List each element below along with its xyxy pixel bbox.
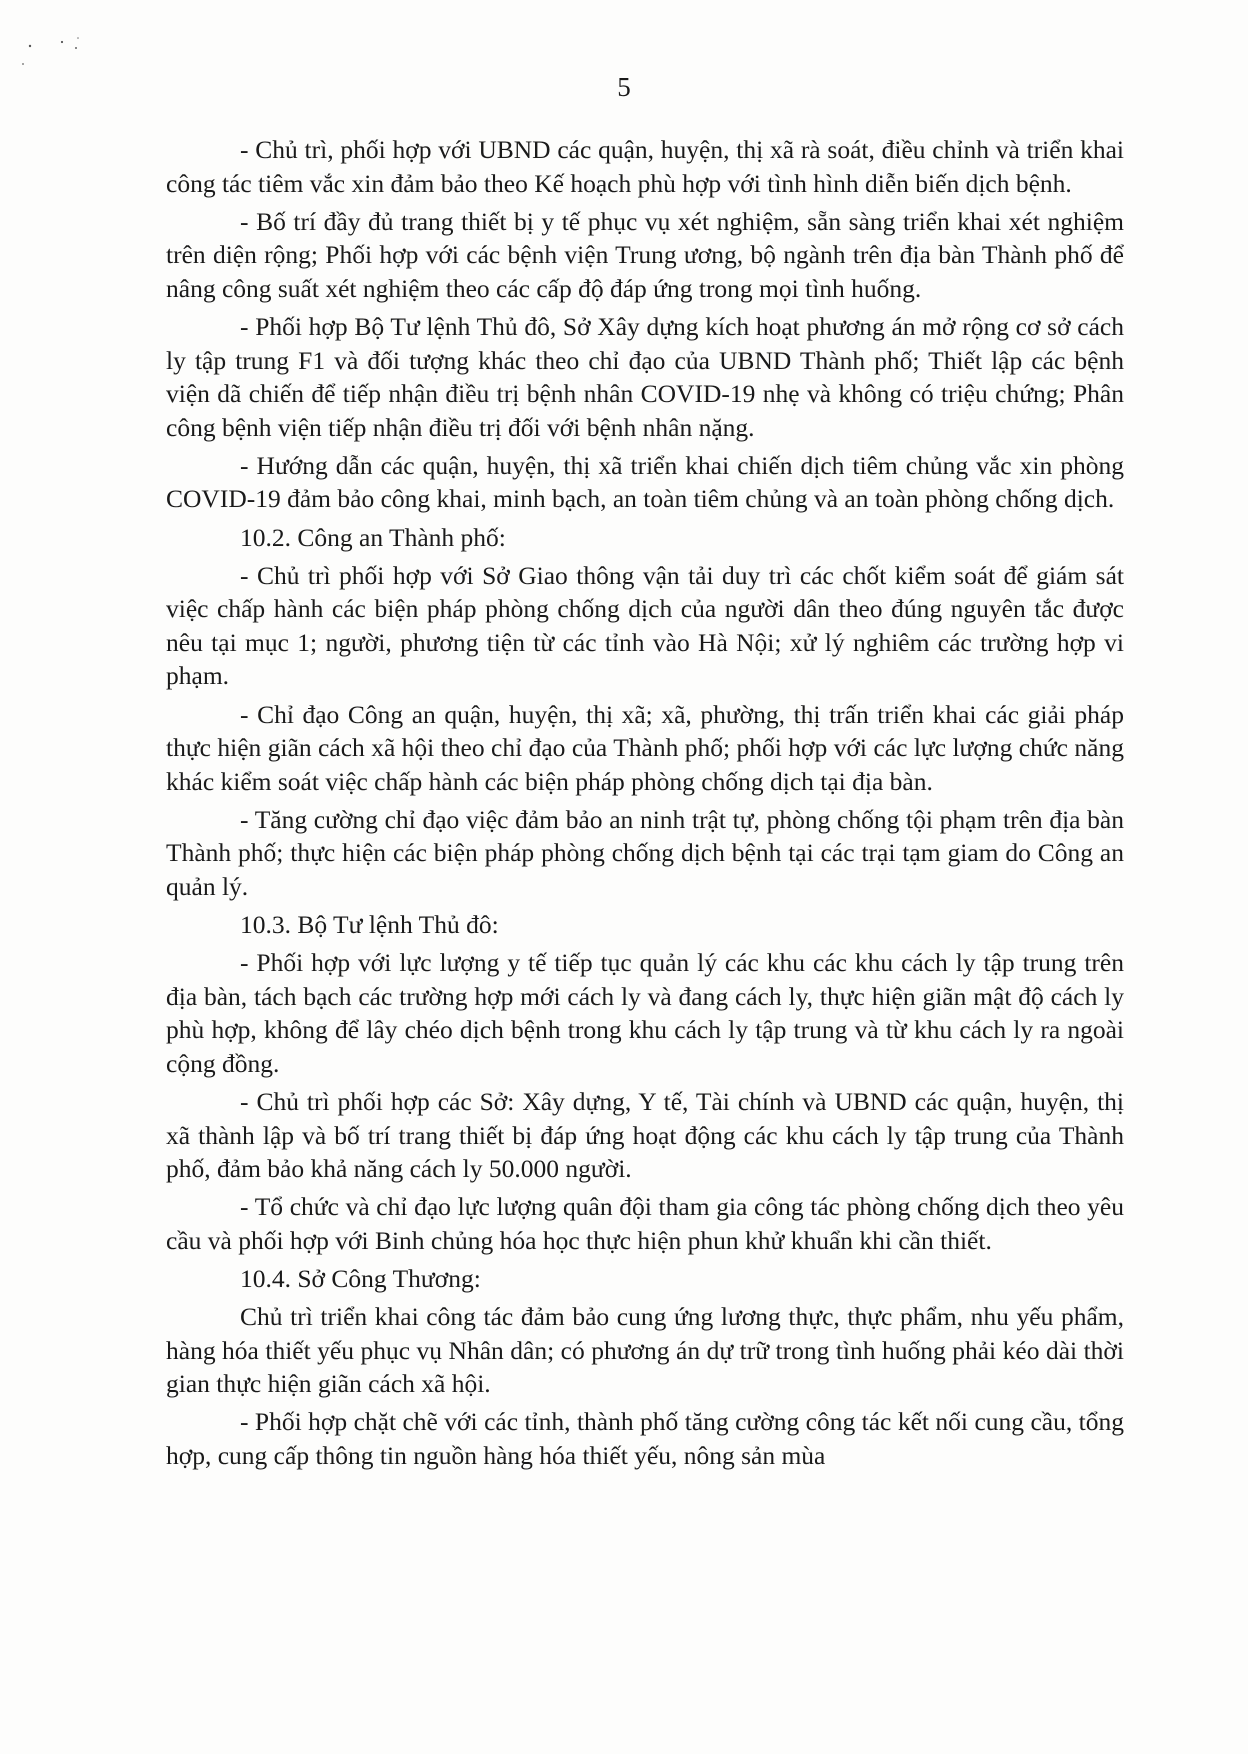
paragraph-quarantine-capacity: - Chủ trì phối hợp các Sở: Xây dựng, Y tế, Tài chính và UBND các quận, huyện, thị xã thành lập và bố trí trang thiết bị đáp ứng hoạt động các khu cách ly tập trung của Thành phố, đảm bảo khả năng cách ly 50.000 người. <box>166 1087 1124 1184</box>
paragraph-security-order: - Tăng cường chỉ đạo việc đảm bảo an ninh trật tự, phòng chống tội phạm trên địa bàn Thành phố; thực hiện các biện pháp phòng chống dịch bệnh tại các trại tạm giam do Công an quản lý. <box>166 804 1124 901</box>
paragraph-isolation-expansion: - Phối hợp Bộ Tư lệnh Thủ đô, Sở Xây dựng kích hoạt phương án mở rộng cơ sở cách ly tập trung F1 và đối tượng khác theo chỉ đạo của UBND Thành phố; Thiết lập các bệnh viện dã chiến để tiếp nhận điều trị bệnh nhân COVID-19 nhẹ và không có triệu chứng; Phân công bệnh viện tiếp nhận điều trị đối với bệnh nhân nặng. <box>166 311 1124 442</box>
paragraph-social-distancing: - Chỉ đạo Công an quận, huyện, thị xã; xã, phường, thị trấn triển khai các giải pháp thực hiện giãn cách xã hội theo chỉ đạo của Thành phố; phối hợp với các lực lượng chức năng khác kiểm soát việc chấp hành các biện pháp phòng chống dịch tại địa bàn. <box>166 699 1124 796</box>
paragraph-vaccination-plan: - Chủ trì, phối hợp với UBND các quận, huyện, thị xã rà soát, điều chỉnh và triển khai công tác tiêm vắc xin đảm bảo theo Kế hoạch phù hợp với tình hình diễn biến dịch bệnh. <box>166 135 1124 198</box>
paragraph-quarantine-management: - Phối hợp với lực lượng y tế tiếp tục quản lý các khu các khu cách ly tập trung trên địa bàn, tách bạch các trường hợp mới cách ly và đang cách ly, thực hiện giãn mật độ cách ly phù hợp, không để lây chéo dịch bệnh trong khu cách ly tập trung và từ khu cách ly ra ngoài cộng đồng. <box>166 948 1124 1078</box>
paragraph-testing-equipment: - Bố trí đầy đủ trang thiết bị y tế phục vụ xét nghiệm, sẵn sàng triển khai xét nghiệm trên diện rộng; Phối hợp với các bệnh viện Trung ương, bộ ngành trên địa bàn Thành phố để nâng công suất xét nghiệm theo các cấp độ đáp ứng trong mọi tình huống. <box>166 206 1124 303</box>
document-body <box>166 133 1124 1477</box>
paragraph-vaccination-guidance: - Hướng dẫn các quận, huyện, thị xã triển khai chiến dịch tiêm chủng vắc xin phòng COVID-19 đảm bảo công khai, minh bạch, an toàn tiêm chủng và an toàn phòng chống dịch. <box>166 450 1124 514</box>
page-number: 5 <box>617 72 631 102</box>
section-heading-police: 10.2. Công an Thành phố: <box>240 522 506 552</box>
paragraph-checkpoints: - Chủ trì phối hợp với Sở Giao thông vận tải duy trì các chốt kiểm soát để giám sát việc chấp hành các biện pháp phòng chống dịch của người dân theo đúng nguyên tắc được nêu tại mục 1; người, phương tiện từ các tỉnh vào Hà Nội; xử lý nghiêm các trường hợp vi phạm. <box>166 560 1124 691</box>
section-heading-capital-command: 10.3. Bộ Tư lệnh Thủ đô: <box>240 910 499 940</box>
paragraph-military-disinfection: - Tổ chức và chỉ đạo lực lượng quân đội tham gia công tác phòng chống dịch theo yêu cầu và phối hợp với Binh chủng hóa học thực hiện phun khử khuẩn khi cần thiết. <box>166 1192 1124 1255</box>
paragraph-supply-coordination: - Phối hợp chặt chẽ với các tỉnh, thành phố tăng cường công tác kết nối cung cầu, tổng hợp, cung cấp thông tin nguồn hàng hóa thiết yếu, nông sản mùa <box>166 1407 1124 1470</box>
section-heading-industry-trade: 10.4. Sở Công Thương: <box>240 1264 481 1293</box>
paragraph-food-supply: Chủ trì triển khai công tác đảm bảo cung ứng lương thực, thực phẩm, nhu yếu phẩm, hàng hóa thiết yếu phục vụ Nhân dân; có phương án dự trữ trong tình huống phải kéo dài thời gian thực hiện giãn cách xã hội. <box>166 1302 1124 1399</box>
